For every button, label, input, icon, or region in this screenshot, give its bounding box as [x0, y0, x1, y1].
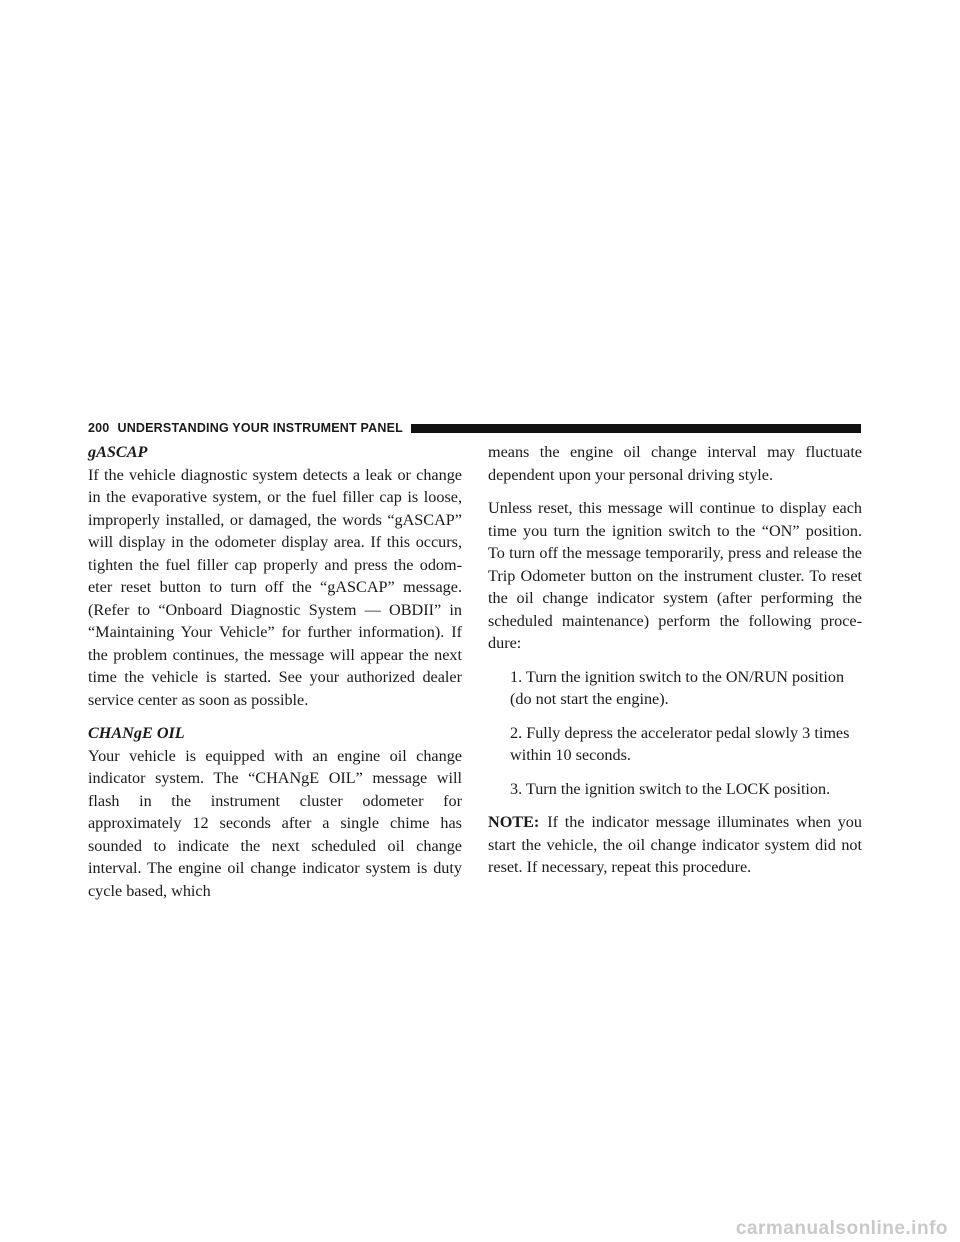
note-label: NOTE:: [488, 813, 540, 831]
step-2: 2. Fully depress the accelerator pedal slowly 3 times within 10 seconds.: [510, 723, 850, 764]
gascap-paragraph: If the vehicle diagnostic system detects a leak or change in the evaporative system, or the fuel filler cap is loose, improperly installed, or damaged, the words “gASCAP” will display in the odometer display area. If this occurs, tighten the fuel filler cap properly and press the odom-eter reset button to turn off the “gASCAP” message. (Refer to “Onboard Diagnostic System — OBDII” in “Maintaining Your Vehicle” for further information). If the problem continues, the message will appear the next time the vehicle is started. See your authorized dealer service center as soon as possible.: [88, 465, 462, 709]
watermark: carmanualsonline.info: [735, 1218, 948, 1239]
change-oil-paragraph: Your vehicle is equipped with an engine oil change indicator system. The “CHANgE OIL” message will flash in the instrument cluster odometer for approximately 12 seconds after a single chime has sounded to indicate the next scheduled oil change interval. The engine oil change indicator system is duty cycle based, which: [88, 746, 462, 900]
step-3: 3. Turn the ignition switch to the LOCK position.: [510, 779, 831, 798]
change-oil-heading: CHANgE OIL: [88, 724, 185, 742]
section-title: UNDERSTANDING YOUR INSTRUMENT PANEL: [117, 421, 403, 435]
reset-paragraph: Unless reset, this message will continue to display each time you turn the ignition switch to the “ON” position. To turn off the message temporarily, press and release the Trip Odometer button on the instrument cluster. To reset the oil change indicator system (after performing the scheduled maintenance) perform the following proce-dure:: [488, 499, 862, 652]
step-1: 1. Turn the ignition switch to the ON/RUN position (do not start the engine).: [510, 667, 845, 708]
gascap-heading: gASCAP: [88, 443, 148, 461]
header-rule: [411, 424, 861, 433]
note-text: If the indicator message illuminates when you start the vehicle, the oil change indicator system did not reset. If necessary, repeat this procedure.: [488, 813, 862, 876]
note-paragraph: [488, 811, 862, 879]
right-column: [488, 441, 862, 879]
page-header: [88, 420, 861, 436]
left-column: [88, 441, 462, 902]
page-number: 200: [88, 421, 110, 435]
continuation-paragraph: means the engine oil change interval may fluctuate dependent upon your personal driving style.: [488, 443, 862, 484]
